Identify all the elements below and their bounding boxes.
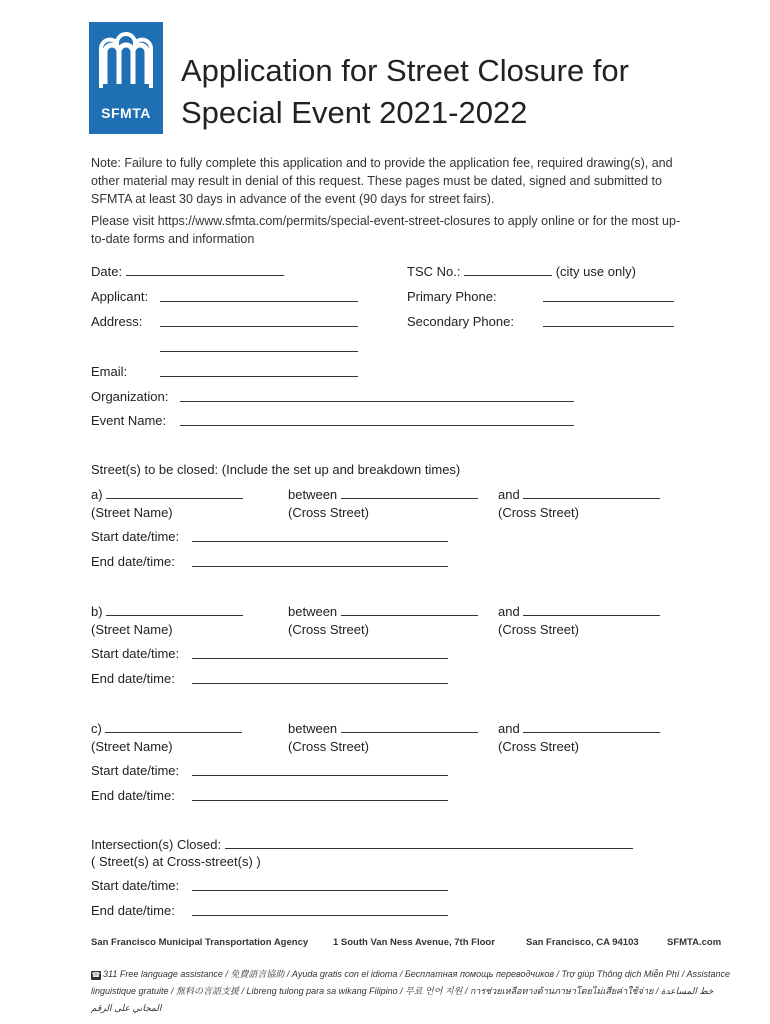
applicant-line[interactable] (160, 291, 358, 302)
end-datetime-line[interactable] (192, 556, 448, 567)
logo-wordmark: SFMTA (101, 105, 151, 121)
street-name-field[interactable] (91, 603, 243, 620)
intersections-field[interactable] (91, 836, 633, 853)
between-line (341, 605, 478, 616)
title-line-1: Application for Street Closure for (181, 53, 629, 88)
intersections-sub: ( Street(s) at Cross-street(s) ) (91, 854, 261, 869)
sfmta-symbol-icon (89, 22, 163, 102)
end-datetime-label: End date/time: (91, 788, 175, 803)
phone-icon: ☎ (91, 972, 101, 979)
street-letter: a) (91, 487, 103, 502)
address-line-1[interactable] (160, 316, 358, 327)
organization-label: Organization: (91, 389, 169, 404)
cross-street-caption: (Cross Street) (498, 622, 579, 637)
cross-street-caption: (Cross Street) (288, 739, 369, 754)
between-cross-street-field[interactable] (288, 486, 478, 503)
street-name-line (105, 722, 242, 733)
end-datetime-line[interactable] (192, 790, 448, 801)
and-line (523, 722, 660, 733)
and-label: and (498, 721, 520, 736)
address-line-2[interactable] (160, 341, 358, 352)
street-name-caption: (Street Name) (91, 505, 173, 520)
streets-heading: Street(s) to be closed: (Include the set up and breakdown times) (91, 462, 461, 477)
email-line[interactable] (160, 366, 358, 377)
tsc-line (464, 265, 552, 276)
start-datetime-label: Start date/time: (91, 529, 180, 544)
street-name-field[interactable] (91, 486, 243, 503)
and-cross-street-field[interactable] (498, 603, 660, 620)
cross-street-caption: (Cross Street) (288, 505, 369, 520)
title-line-2: Special Event 2021-2022 (181, 95, 528, 130)
and-line (523, 488, 660, 499)
footer-agency: San Francisco Municipal Transportation Agency (91, 937, 309, 948)
tsc-note: (city use only) (555, 264, 636, 279)
applicant-label: Applicant: (91, 289, 149, 304)
primary-phone-label: Primary Phone: (407, 289, 497, 304)
and-cross-street-field[interactable] (498, 486, 660, 503)
visit-text: Please visit https://www.sfmta.com/permits/special-event-street-closures to apply online or for the most up-to-date forms and information (91, 214, 681, 246)
address-label: Address: (91, 314, 143, 329)
street-letter: c) (91, 721, 102, 736)
tsc-field[interactable] (407, 263, 636, 280)
intersection-end-line[interactable] (192, 905, 448, 916)
page-title (181, 50, 629, 134)
between-cross-street-field[interactable] (288, 720, 478, 737)
end-datetime-line[interactable] (192, 673, 448, 684)
start-datetime-label: Start date/time: (91, 646, 180, 661)
between-label: between (288, 604, 338, 619)
and-cross-street-field[interactable] (498, 720, 660, 737)
tsc-label: TSC No.: (407, 264, 461, 279)
intersection-end-label: End date/time: (91, 903, 175, 918)
between-label: between (288, 487, 338, 502)
intersection-start-line[interactable] (192, 880, 448, 891)
event-name-line[interactable] (180, 415, 574, 426)
note-text: Note: Failure to fully complete this application and to provide the application fee, required drawing(s), and other material may result in denial of this request. These pages must be dated, signed and submitted to SFMTA at least 30 days in advance of the event (90 days for street fairs). (91, 156, 673, 206)
intersections-label: Intersection(s) Closed: (91, 837, 222, 852)
secondary-phone-line[interactable] (543, 316, 674, 327)
end-datetime-label: End date/time: (91, 671, 175, 686)
sfmta-logo (89, 22, 163, 134)
and-label: and (498, 604, 520, 619)
between-label: between (288, 721, 338, 736)
date-line (126, 265, 284, 276)
start-datetime-label: Start date/time: (91, 763, 180, 778)
footer-website[interactable]: SFMTA.com (667, 937, 722, 948)
cross-street-caption: (Cross Street) (498, 505, 579, 520)
street-name-line (106, 605, 243, 616)
footer-language-assistance (91, 966, 731, 1017)
street-name-caption: (Street Name) (91, 739, 173, 754)
between-line (341, 488, 478, 499)
date-field[interactable] (91, 263, 284, 280)
start-datetime-line[interactable] (192, 531, 448, 542)
footer-language-text: 311 Free language assistance / 免費語言協助 / Ayuda gratis con el idioma / Бесплатная помощь переводчиков / Trợ giúp Thông dịch Miễn Phí / Assistance linguistique gratuite / 無料の言語支援 / Libreng tulong para sa wikang Filipino / 무료 언어 지원 / การช่วยเหลือทางด้านภาษาโดยไม่เสียค่าใช้จ่าย / خط المساعدة المجاني على الرقم (91, 969, 731, 1013)
cross-street-caption: (Cross Street) (498, 739, 579, 754)
footer-address: 1 South Van Ness Avenue, 7th Floor (333, 937, 495, 948)
cross-street-caption: (Cross Street) (288, 622, 369, 637)
street-name-line (106, 488, 243, 499)
street-name-field[interactable] (91, 720, 242, 737)
secondary-phone-label: Secondary Phone: (407, 314, 514, 329)
event-name-label: Event Name: (91, 413, 167, 428)
start-datetime-line[interactable] (192, 648, 448, 659)
end-datetime-label: End date/time: (91, 554, 175, 569)
between-line (341, 722, 478, 733)
and-label: and (498, 487, 520, 502)
organization-line[interactable] (180, 391, 574, 402)
date-label: Date: (91, 264, 123, 279)
intersections-line (225, 838, 633, 849)
primary-phone-line[interactable] (543, 291, 674, 302)
street-name-caption: (Street Name) (91, 622, 173, 637)
street-letter: b) (91, 604, 103, 619)
and-line (523, 605, 660, 616)
footer-city: San Francisco, CA 94103 (526, 937, 639, 948)
email-label: Email: (91, 364, 128, 379)
between-cross-street-field[interactable] (288, 603, 478, 620)
intersection-start-label: Start date/time: (91, 878, 180, 893)
start-datetime-line[interactable] (192, 765, 448, 776)
